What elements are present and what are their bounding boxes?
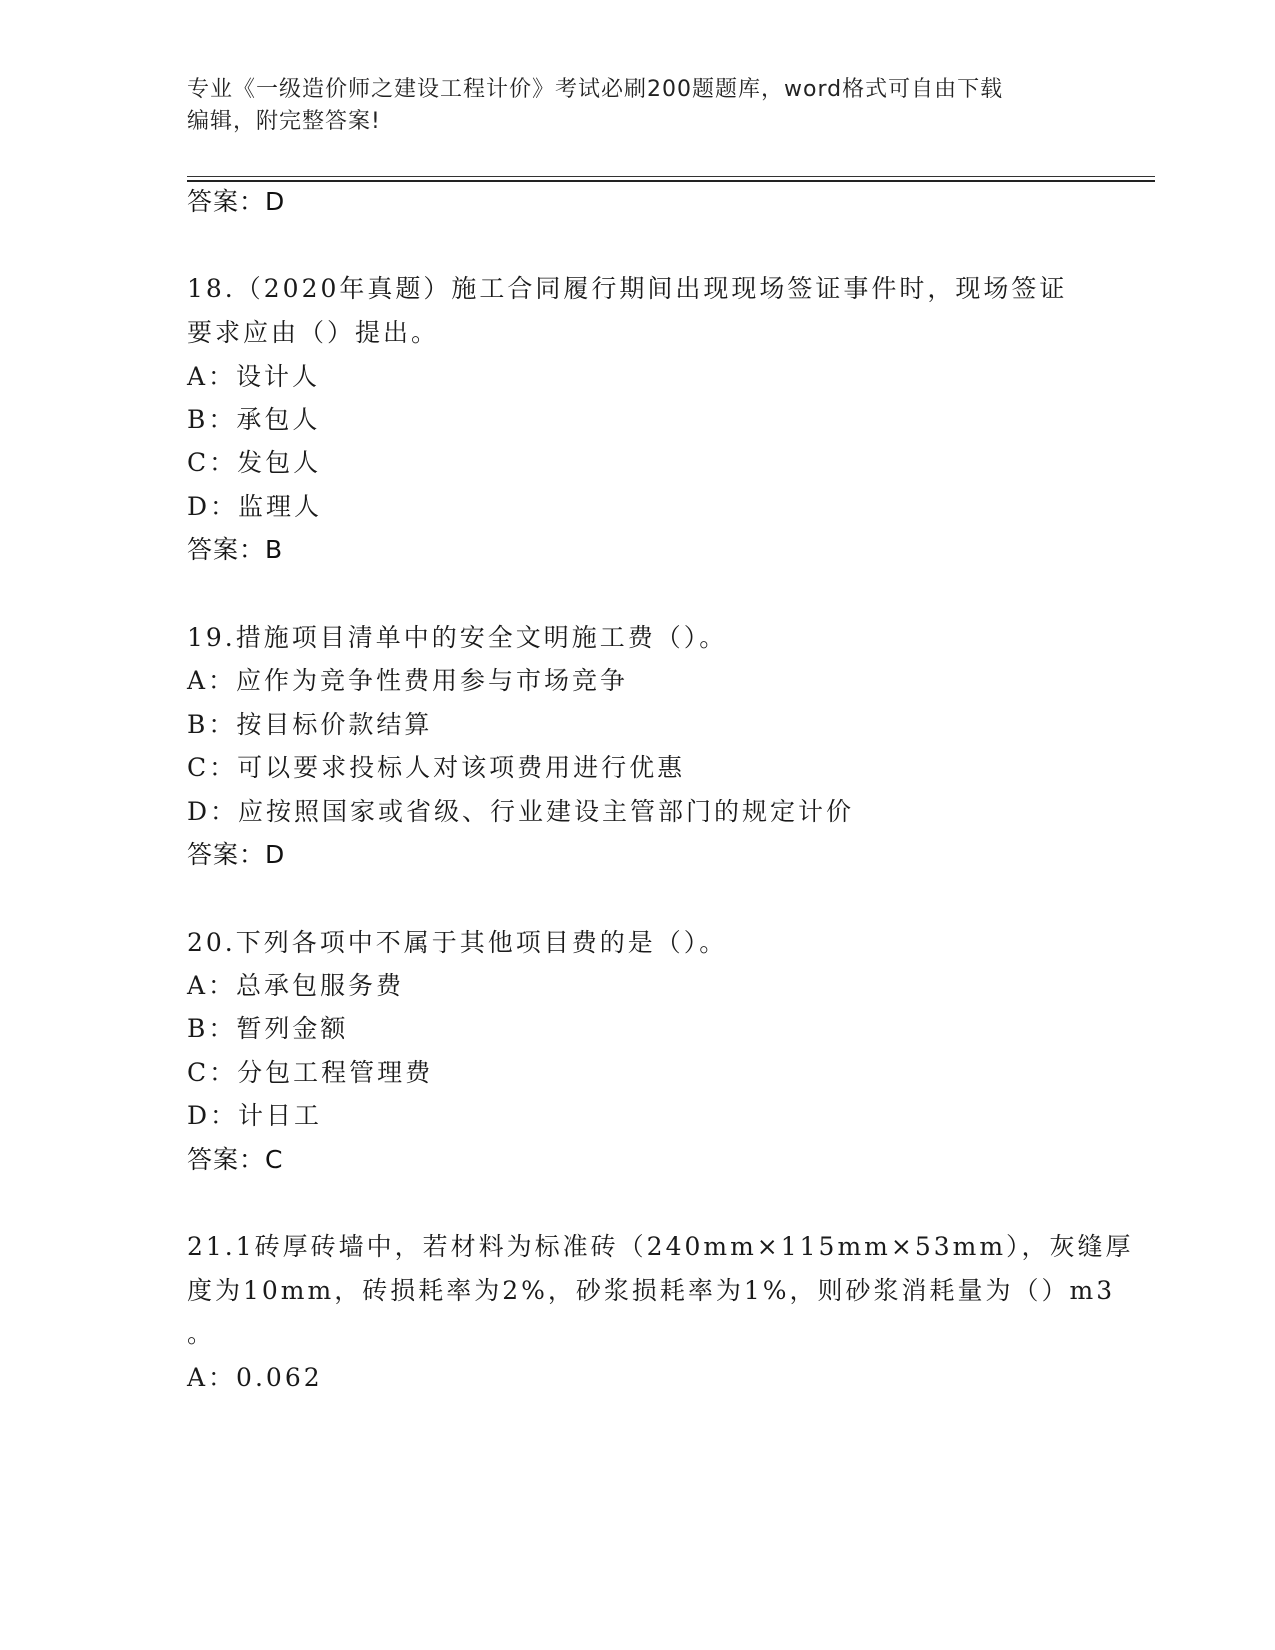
question-19-answer: 答案：D (187, 840, 286, 869)
header-line-2: 编辑，附完整答案! (187, 109, 381, 134)
question-18-line-2: 要求应由（）提出。 (187, 318, 440, 347)
question-19-option-c: C：可以要求投标人对该项费用进行优惠 (187, 753, 686, 782)
question-20-option-d: D：计日工 (187, 1101, 323, 1130)
question-20-option-a: A：总承包服务费 (187, 971, 405, 1000)
header-line-1: 专业《一级造价师之建设工程计价》考试必刷200题题库，word格式可自由下载 (187, 77, 1004, 102)
question-21-option-a: A：0.062 (187, 1363, 323, 1392)
header-divider-thick (187, 180, 1155, 182)
question-18-answer: 答案：B (187, 535, 284, 564)
question-21-line-3: 。 (187, 1319, 216, 1348)
header-divider-thin (187, 176, 1155, 177)
question-19-line-1: 19.措施项目清单中的安全文明施工费（）。 (187, 623, 728, 652)
question-20-option-b: B：暂列金额 (187, 1014, 349, 1043)
question-20-line-1: 20.下列各项中不属于其他项目费的是（）。 (187, 928, 728, 957)
question-18-option-d: D：监理人 (187, 492, 323, 521)
question-21-line-1: 21.1砖厚砖墙中，若材料为标准砖（240mm×115mm×53mm），灰缝厚 (187, 1232, 1134, 1261)
question-18-line-1: 18.（2020年真题）施工合同履行期间出现现场签证事件时，现场签证 (187, 274, 1068, 303)
question-20-answer: 答案：C (187, 1145, 284, 1174)
document-header (187, 74, 1087, 138)
question-20-option-c: C：分包工程管理费 (187, 1058, 434, 1087)
question-19-option-a: A：应作为竞争性费用参与市场竞争 (187, 666, 629, 695)
question-18-option-a: A：设计人 (187, 362, 321, 391)
question-21-line-2: 度为10mm，砖损耗率为2%，砂浆损耗率为1%，则砂浆消耗量为（）m3 (187, 1276, 1116, 1305)
question-18-option-c: C：发包人 (187, 448, 322, 477)
question-19-option-b: B：按目标价款结算 (187, 710, 433, 739)
question-18-option-b: B：承包人 (187, 405, 321, 434)
question-19-option-d: D：应按照国家或省级、行业建设主管部门的规定计价 (187, 797, 855, 826)
answer-previous: 答案：D (187, 187, 286, 216)
